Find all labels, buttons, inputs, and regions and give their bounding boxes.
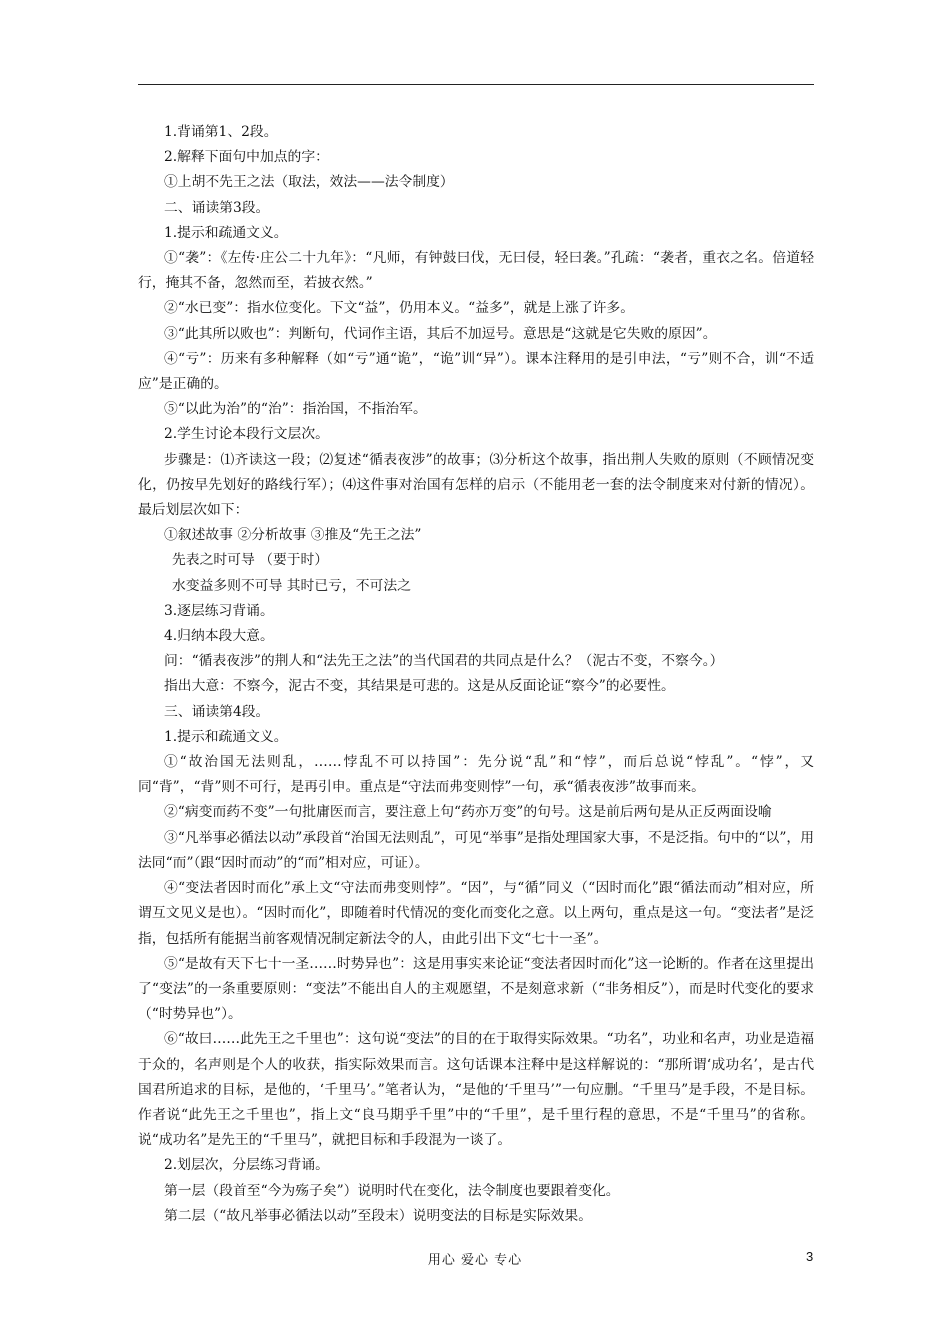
paragraph: 1.背诵第1、2段。 [164,124,278,140]
paragraph: 水变益多则不可导 其时已亏，不可法之 [172,577,411,594]
document-body [138,120,814,1229]
footer-motto: 用心 爱心 专心 [427,1253,523,1268]
paragraph: 4.归纳本段大意。 [164,628,274,645]
paragraph: 2.划层次，分层练习背诵。 [164,1157,329,1174]
paragraph: ②“水已变”：指水位变化。下文“益”，仍用本义。“益多”，就是上涨了许多。 [164,300,635,317]
paragraph: 先表之时可导 （要于时） [172,552,329,569]
paragraph: ④“变法者因时而化”承上文“守法而弗变则悖”。“因”，与“循”同义（“因时而化”跟“循法而动”相对应，所谓互文见义是也）。“因时而化”，即随着时代情况的变化而变化之意。以上两句，重点是这一句。“变法者”是泛指，包括所有能据当前客观情况制定新法令的人，由此引出下文“七十一圣”。 [138,880,814,947]
paragraph: ②“病变而药不变”一句批庸医而言，要注意上句“药亦万变”的句号。这是前后两句是从正反两面设喻 [164,804,772,821]
paragraph: 第二层（“故凡举事必循法以动”至段末）说明变法的目标是实际效果。 [164,1207,593,1224]
section-heading: 三、诵读第4段。 [164,703,270,720]
paragraph: ⑤“以此为治”的“治”：指治国，不指治军。 [164,401,427,418]
paragraph: 第一层（段首至“今为殇子矣”）说明时代在变化，法令制度也要跟着变化。 [164,1182,620,1199]
paragraph: 2.解释下面句中加点的字： [164,149,329,166]
paragraph: ③“此其所以败也”：判断句，代词作主语，其后不加逗号。意思是“这就是它失败的原因”。 [164,325,717,342]
paragraph: ①“袭”：《左传·庄公二十九年》：“凡师，有钟鼓曰伐，无曰侵，轻曰袭。”孔疏：“袭者，重衣之名。倍道轻行，掩其不备，忽然而至，若披衣然。” [138,250,814,292]
paragraph: 指出大意：不察今，泥古不变，其结果是可悲的。这是从反面论证“察今”的必要性。 [164,678,675,695]
paragraph: 2.学生讨论本段行文层次。 [164,426,329,443]
section-heading: 二、诵读第3段。 [164,199,270,216]
paragraph: ①叙述故事 ②分析故事 ③推及“先王之法” [164,527,422,544]
paragraph: 3.逐层练习背诵。 [164,602,274,619]
paragraph: 步骤是：⑴齐读这一段；⑵复述“循表夜涉”的故事；⑶分析这个故事，指出荆人失败的原则（不顾情况变化，仍按早先划好的路线行军）；⑷这件事对治国有怎样的启示（不能用老一套的法令制度来对付新的情况）。最后划层次如下： [138,451,814,519]
paragraph: 1.提示和疏通文义。 [164,224,288,241]
paragraph: ①“故治国无法则乱，……悖乱不可以持国”：先分说“乱”和“悖”，而后总说“悖乱”。“悖”，又同“背”，“背”则不可行，是再引申。重点是“守法而弗变则悖”一句，承“循表夜涉”故事而来。 [138,754,814,796]
paragraph: ⑤“是故有天下七十一圣……时势异也”：这是用事实来论证“变法者因时而化”这一论断的。作者在这里提出了“变法”的一条重要原则：“变法”不能出自人的主观愿望，不是刻意求新（“非务相反”），而是时代变化的要求（“时势异也”）。 [138,955,814,1023]
paragraph: ③“凡举事必循法以动”承段首“治国无法则乱”，可见“举事”是指处理国家大事，不是泛指。句中的“以”，用法同“而”（跟“因时而动”的“而”相对应，可证）。 [138,829,814,871]
paragraph: 1.提示和疏通文义。 [164,728,288,745]
paragraph: ①上胡不先王之法（取法，效法——法令制度） [164,174,454,191]
page-number: 3 [806,1249,814,1264]
paragraph: ④“亏”：历来有多种解释（如“亏”通“诡”，“诡”训“异”）。课本注释用的是引申法，“亏”则不合，训“不适应”是正确的。 [138,350,814,393]
header-rule [138,84,814,85]
paragraph: ⑥“故曰……此先王之千里也”：这句说“变法”的目的在于取得实际效果。“功名”，功业和名声，功业是造福于众的，名声则是个人的收获，指实际效果而言。这句话课本注释中是这样解说的：“那所谓‘成功名’，是古代国君所追求的目标，是他的，‘千里马’。”笔者认为，“是他的‘千里马’”一句应删。“千里马”是手段，不是目标。作者说“此先王之千里也”，指上文“良马期乎千里”中的“千里”，是千里行程的意思，不是“千里马”的省称。说“成功名”是先王的“千里马”，就把目标和手段混为一谈了。 [138,1031,814,1149]
paragraph: 问：“循表夜涉”的荆人和“法先王之法”的当代国君的共同点是什么？（泥古不变，不察今。） [164,653,724,670]
